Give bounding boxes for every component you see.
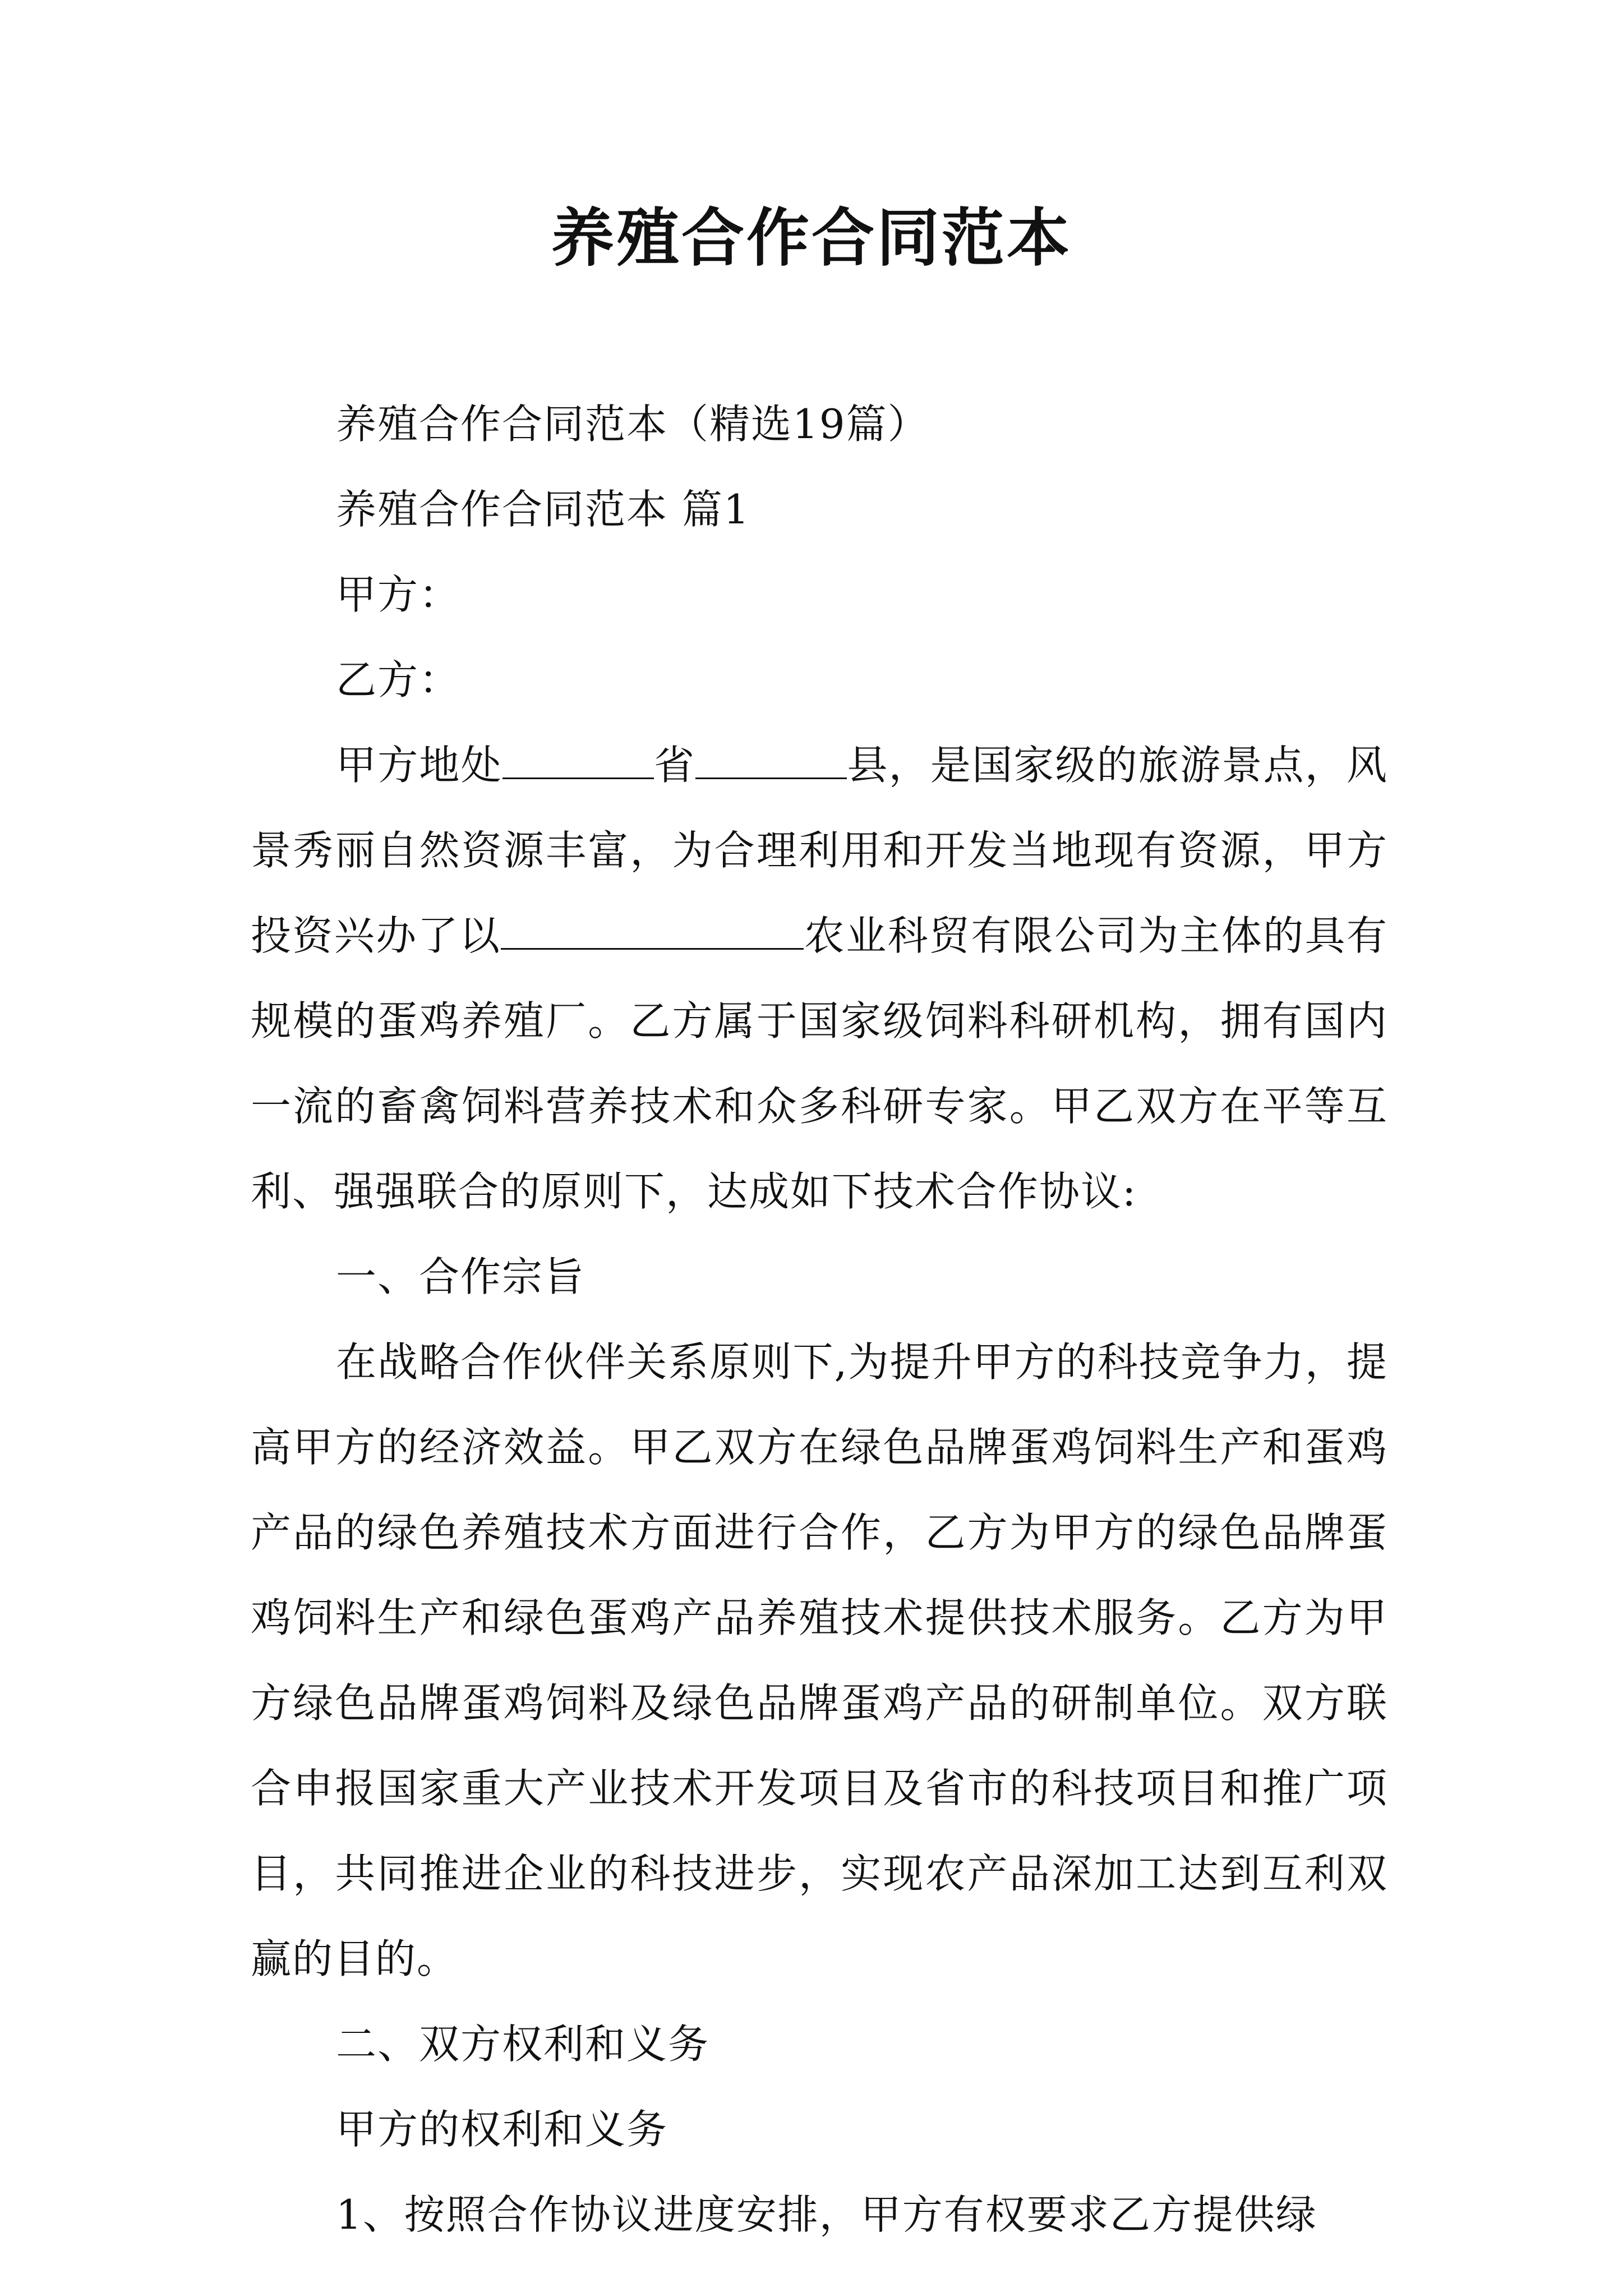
blank-county (695, 745, 847, 779)
party-a-label: 甲方： (336, 571, 461, 618)
intro-text-1: 甲方地处 (336, 742, 502, 789)
intro-text-4: 农业科贸有限公司为主体的具有规模的蛋鸡养殖厂。乙方属于国家级饲料科研机构，拥有国内一流的畜禽饲料营养技术和众多科研专家。甲乙双方在平等互利、强强联合的原则下，达成如下技术合作协议: (251, 912, 1388, 1215)
intro-text-2: 省 (653, 742, 696, 789)
heading-rights-obligations: 二、双方权利和义务 (336, 2021, 710, 2068)
purpose-paragraph: 在战略合作伙伴关系原则下,为提升甲方的科技竞争力，提高甲方的经济效益。甲乙双方在绿色品牌蛋鸡饲料生产和蛋鸡产品的绿色养殖技术方面进行合作，乙方为甲方的绿色品牌蛋鸡饲料生产和绿色蛋鸡产品养殖技术提供技术服务。乙方为甲方绿色品牌蛋鸡饲料及绿色品牌蛋鸡产品的研制单位。双方联合申报国家重大产业技术开发项目及省市的科技项目和推广项目，共同推进企业的科技进步，实现农产品深加工达到互利双赢的目的。 (251, 1338, 1388, 1982)
document-body (251, 381, 1388, 2257)
party-b-label: 乙方： (336, 656, 461, 703)
document-subtitle: 养殖合作合同范本（精选19篇） (336, 401, 929, 448)
intro-paragraph (251, 723, 1388, 1234)
party-a-rights-heading: 甲方的权利和义务 (336, 2106, 668, 2153)
blank-province (502, 745, 654, 779)
intro-text-3: 县，是国家级的旅游景点，风景秀丽自然资源丰富，为合理利用和开发当地现有资源，甲方投资兴办了以 (251, 742, 1388, 959)
rights-item-1: 1、按照合作协议进度安排，甲方有权要求乙方提供绿 (336, 2191, 1317, 2238)
blank-company (501, 915, 804, 950)
section-heading: 养殖合作合同范本 篇1 (336, 486, 750, 533)
heading-cooperation-purpose: 一、合作宗旨 (336, 1253, 585, 1300)
document-title: 养殖合作合同范本 (551, 201, 1072, 275)
